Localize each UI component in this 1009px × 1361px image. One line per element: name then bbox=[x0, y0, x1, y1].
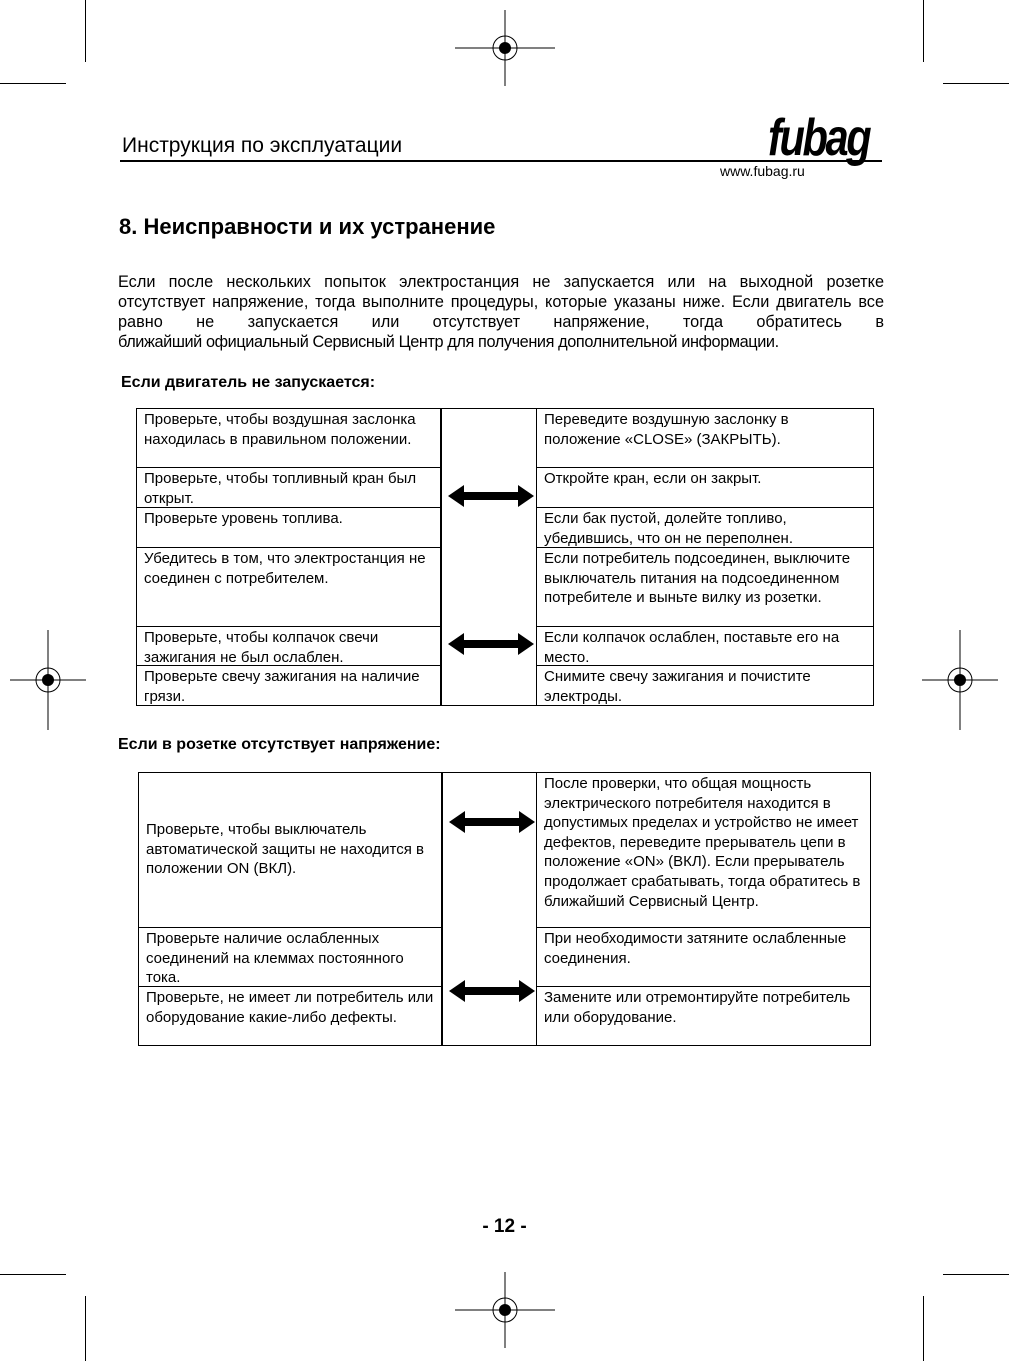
crop-mark bbox=[943, 1274, 1009, 1275]
registration-mark-icon bbox=[922, 630, 998, 730]
double-arrow-icon bbox=[448, 485, 534, 507]
double-arrow-icon bbox=[448, 633, 534, 655]
crop-mark bbox=[0, 83, 66, 84]
registration-mark-icon bbox=[455, 1272, 555, 1348]
table2-title: Если в розетке отсутствует напряжение: bbox=[118, 736, 441, 753]
intro-text: ближайший официальный Сервисный Центр для получения дополнительной информации. bbox=[118, 333, 779, 351]
intro-paragraph bbox=[118, 272, 884, 352]
crop-mark bbox=[85, 1296, 86, 1361]
remedy-cell: Если колпачок ослаблен, поставьте его на место. bbox=[536, 626, 874, 666]
page-number: - 12 - bbox=[482, 1216, 527, 1237]
crop-mark bbox=[923, 0, 924, 62]
registration-mark-icon bbox=[455, 10, 555, 86]
crop-mark bbox=[943, 83, 1009, 84]
check-cell: Проверьте, чтобы воздушная заслонка находилась в правильном положении. bbox=[136, 408, 442, 468]
check-cell: Проверьте, чтобы колпачок свечи зажигания не был ослаблен. bbox=[136, 626, 442, 666]
check-cell: Проверьте, чтобы топливный кран был открыт. bbox=[136, 467, 442, 508]
remedy-cell: После проверки, что общая мощность электрического потребителя находится в допустимых пределах и устройство не имеет дефектов, переведите прерыватель цепи в положение «ON» (ВКЛ). Если прерыватель продолжает срабатывать, тогда обратитесь в ближайший Сервисный Центр. bbox=[536, 772, 871, 928]
arrow-column bbox=[440, 408, 537, 706]
section-title: 8. Неисправности и их устранение bbox=[119, 214, 496, 239]
check-cell: Убедитесь в том, что электростанция не соединен с потребителем. bbox=[136, 547, 442, 627]
remedy-cell: Замените или отремонтируйте потребитель или оборудование. bbox=[536, 986, 871, 1046]
crop-mark bbox=[85, 0, 86, 62]
remedy-cell: Переведите воздушную заслонку в положение «CLOSE» (ЗАКРЫТЬ). bbox=[536, 408, 874, 468]
check-cell: Проверьте, чтобы выключатель автоматической защиты не находится в положении ON (ВКЛ). bbox=[138, 772, 443, 928]
check-cell: Проверьте наличие ослабленных соединений на клеммах постоянного тока. bbox=[138, 927, 443, 987]
check-cell: Проверьте, не имеет ли потребитель или оборудование какие-либо дефекты. bbox=[138, 986, 443, 1046]
double-arrow-icon bbox=[449, 811, 535, 833]
remedy-cell: При необходимости затяните ослабленные соединения. bbox=[536, 927, 871, 987]
check-cell: Проверьте свечу зажигания на наличие грязи. bbox=[136, 665, 442, 706]
check-cell: Проверьте уровень топлива. bbox=[136, 507, 442, 548]
remedy-cell: Снимите свечу зажигания и почистите электроды. bbox=[536, 665, 874, 706]
table1-title: Если двигатель не запускается: bbox=[121, 374, 376, 391]
double-arrow-icon bbox=[449, 980, 535, 1002]
fubag-logo: fubag bbox=[768, 109, 870, 167]
intro-text: Если после нескольких попыток электростанция не запускается или на выходной розетке отсутствует напряжение, тогда выполните процедуры, которые указаны ниже. Если двигатель все равно не запускается или отсутствует напряжение, тогда обратитесь в bbox=[118, 273, 884, 331]
website-url: www.fubag.ru bbox=[720, 163, 805, 179]
crop-mark bbox=[0, 1274, 66, 1275]
crop-mark bbox=[923, 1296, 924, 1361]
remedy-cell: Если бак пустой, долейте топливо, убедившись, что он не переполнен. bbox=[536, 507, 874, 548]
document-title: Инструкция по эксплуатации bbox=[122, 134, 403, 157]
remedy-cell: Откройте кран, если он закрыт. bbox=[536, 467, 874, 508]
remedy-cell: Если потребитель подсоединен, выключите выключатель питания на подсоединенном потребителе и выньте вилку из розетки. bbox=[536, 547, 874, 627]
registration-mark-icon bbox=[10, 630, 86, 730]
